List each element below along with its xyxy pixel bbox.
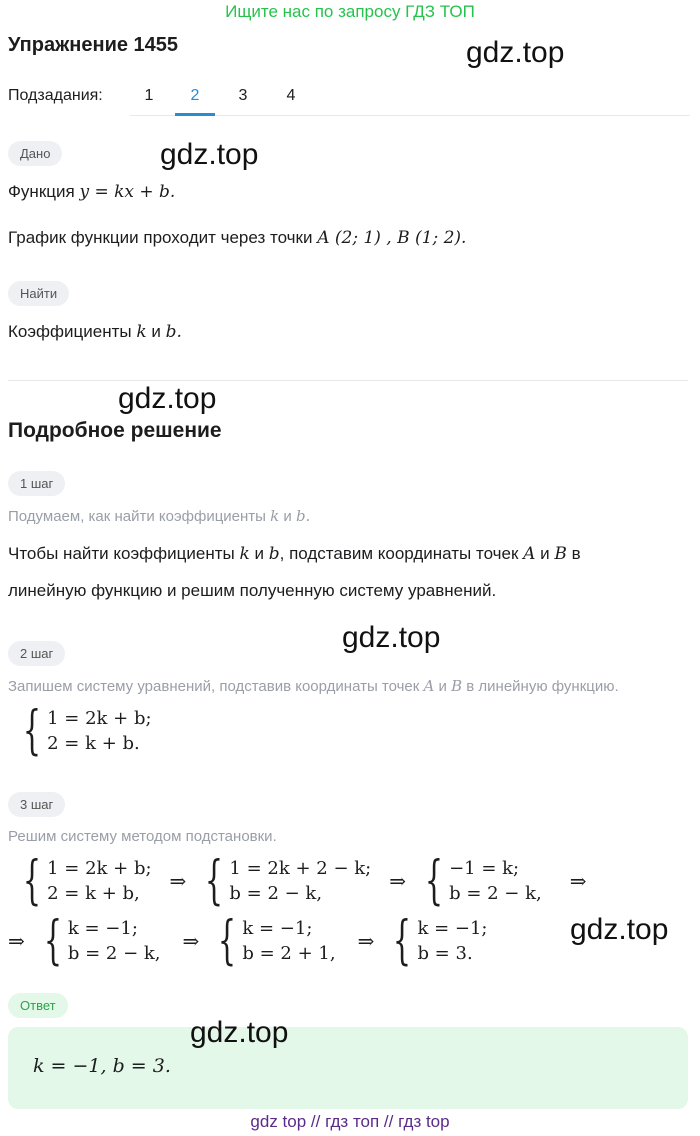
- system-line: b = 3.: [417, 943, 473, 964]
- find-pill: Найти: [8, 281, 69, 306]
- find-line: [8, 322, 182, 342]
- promo-banner[interactable]: Ищите нас по запросу ГДЗ ТОП: [225, 2, 475, 21]
- step-1-b: b: [268, 544, 280, 564]
- system-line: 1 = 2k + 2 − k;: [229, 858, 372, 879]
- step-1-pill: 1 шаг: [8, 471, 65, 496]
- find-k: k: [136, 322, 147, 342]
- footer-links[interactable]: gdz top // гдз топ // гдз top: [250, 1112, 450, 1131]
- system-line: b = 2 − k,: [229, 883, 323, 904]
- answer-text: k = −1, b = 3.: [33, 1055, 171, 1077]
- system-line: k = −1;: [67, 918, 138, 939]
- tab-4[interactable]: 4: [286, 87, 296, 104]
- step-3-row-2: [8, 911, 488, 971]
- step-2-hint-and: и: [438, 678, 447, 695]
- step-2-hint-suffix: в линейную функцию.: [466, 678, 619, 695]
- watermark: gdz.top: [342, 621, 441, 654]
- step-2-hint-A: A: [423, 677, 435, 695]
- brace-symbol: {: [22, 851, 42, 911]
- find-and: и: [151, 322, 161, 341]
- watermark: gdz.top: [118, 382, 217, 415]
- system-line: −1 = k;: [449, 858, 520, 879]
- system-lines: [68, 916, 161, 966]
- implies-arrow: ⇒: [357, 929, 375, 953]
- step-1-hint-b: b.: [295, 507, 311, 525]
- tab-1[interactable]: 1: [144, 87, 154, 104]
- brace-symbol: {: [393, 911, 412, 971]
- step-1-and-2: и: [540, 544, 550, 563]
- step-1-line-1-c: , подставим координаты точек: [279, 544, 519, 563]
- step-1-hint-and: и: [283, 508, 292, 525]
- watermark: gdz.top: [160, 138, 259, 171]
- step-1-in: в: [571, 544, 581, 563]
- system-lines: [229, 856, 371, 906]
- step-2-hint-text: Запишем систему уравнений, подставив координаты точек: [8, 678, 420, 695]
- given-line-2: [8, 228, 466, 248]
- step-2-hint-B: B: [451, 677, 463, 695]
- solution-title: Подробное решение: [8, 419, 222, 442]
- section-divider: [8, 380, 688, 381]
- watermark: gdz.top: [466, 36, 565, 69]
- system-lines: [242, 916, 335, 966]
- system-line: b = 2 + 1,: [242, 943, 336, 964]
- tab-3[interactable]: 3: [238, 87, 248, 104]
- brace-symbol: {: [424, 851, 444, 911]
- step-1-hint: [8, 507, 310, 525]
- implies-arrow: ⇒: [182, 929, 200, 953]
- system-line: 2 = k + b.: [47, 733, 140, 754]
- system-line: b = 2 − k,: [449, 883, 542, 904]
- system-line: b = 2 − k,: [67, 943, 161, 964]
- given-line-2-text: График функции проходит через точки: [8, 228, 313, 247]
- given-function-formula: y = kx + b.: [79, 182, 176, 202]
- brace-symbol: {: [218, 911, 237, 971]
- subtasks-tabs: [130, 76, 690, 116]
- implies-arrow: ⇒: [8, 929, 25, 953]
- system-line: k = −1;: [242, 918, 313, 939]
- step-1-line-2: линейную функцию и решим полученную систему уравнений.: [8, 581, 497, 600]
- step-1-line-1-a: Чтобы найти коэффициенты: [8, 544, 235, 563]
- system-lines: [47, 706, 151, 756]
- watermark: gdz.top: [570, 913, 669, 946]
- step-2-pill: 2 шаг: [8, 641, 65, 666]
- exercise-title: Упражнение 1455: [8, 34, 179, 56]
- step-1-and: и: [254, 544, 264, 563]
- given-line-1-text: Функция: [8, 182, 75, 201]
- watermark: gdz.top: [190, 1016, 289, 1049]
- given-pill: Дано: [8, 141, 62, 166]
- subtasks-label: Подзадания:: [8, 87, 103, 104]
- step-3-row-1: [8, 851, 587, 911]
- step-1-B: B: [554, 544, 567, 564]
- step-2-hint: [8, 677, 619, 695]
- given-line-1: [8, 182, 175, 202]
- step-3-pill: 3 шаг: [8, 792, 65, 817]
- brace-symbol: {: [43, 911, 62, 971]
- system-line: 1 = 2k + b;: [47, 708, 152, 729]
- tab-2[interactable]: 2: [190, 87, 200, 104]
- find-text: Коэффициенты: [8, 322, 132, 341]
- system-line: k = −1;: [417, 918, 488, 939]
- step-1-hint-k: k: [270, 507, 280, 525]
- implies-arrow: ⇒: [389, 869, 406, 893]
- implies-arrow: ⇒: [169, 869, 187, 893]
- find-b: b.: [165, 322, 182, 342]
- given-points-formula: A (2; 1) , B (1; 2).: [317, 228, 467, 248]
- step-1-line-1: [8, 544, 581, 564]
- system-line: 2 = k + b,: [47, 883, 140, 904]
- system-lines: [417, 916, 487, 966]
- brace-symbol: {: [205, 851, 224, 911]
- brace-symbol: {: [22, 701, 42, 761]
- system-lines: [449, 856, 542, 906]
- system-line: 1 = 2k + b;: [47, 858, 152, 879]
- step-3-hint: Решим систему методом подстановки.: [8, 828, 277, 845]
- implies-arrow: ⇒: [569, 869, 587, 893]
- step-1-hint-text: Подумаем, как найти коэффициенты: [8, 508, 266, 525]
- step-2-system: [8, 701, 152, 761]
- step-1-A: A: [523, 544, 536, 564]
- tab-active-indicator: [175, 113, 215, 116]
- step-1-k: k: [239, 544, 250, 564]
- answer-pill: Ответ: [8, 993, 68, 1018]
- system-lines: [47, 856, 151, 906]
